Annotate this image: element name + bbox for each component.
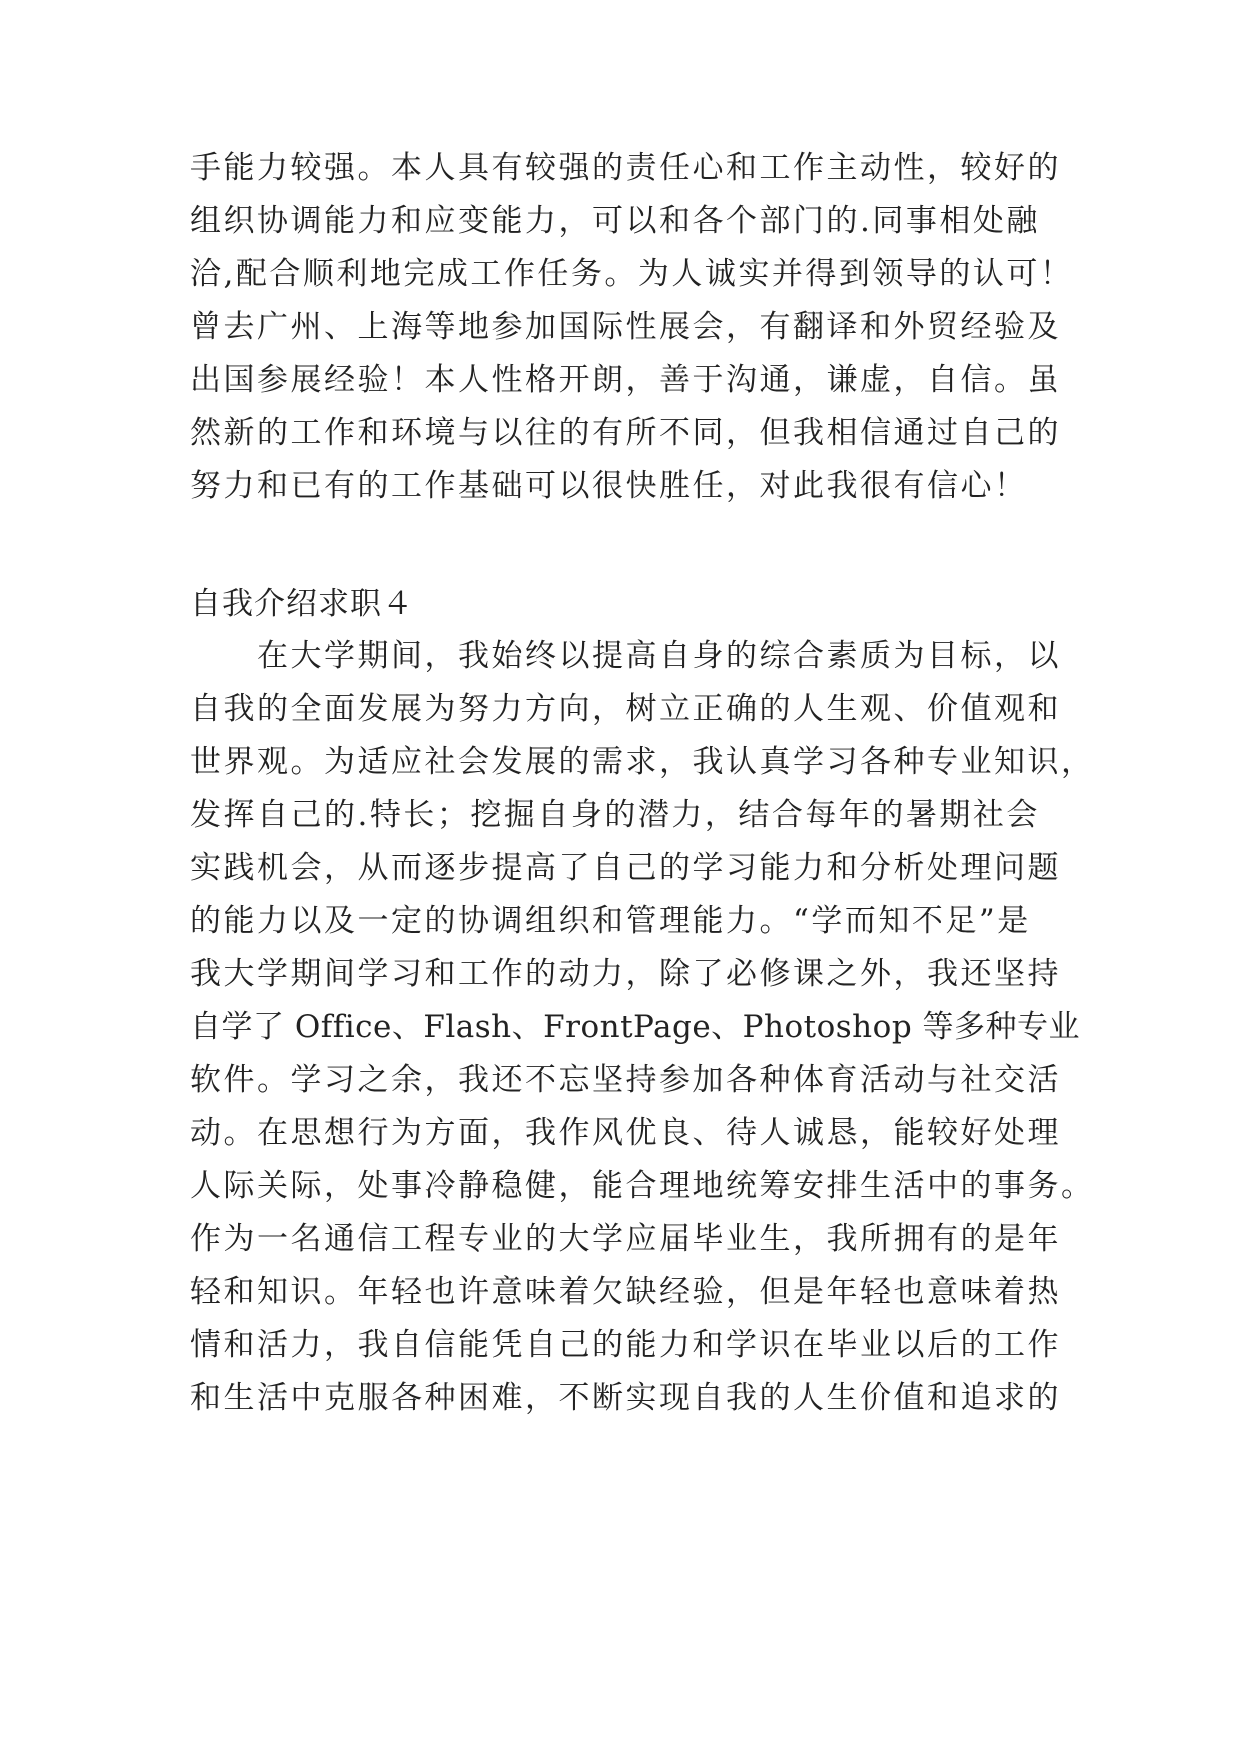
text-line: 人际关际，处事冷静稳健，能合理地统筹安排生活中的事务。 <box>190 1168 1095 1204</box>
text-line: 的能力以及一定的协调组织和管理能力。“学而知不足”是 <box>190 903 1031 939</box>
text-line: 作为一名通信工程专业的大学应届毕业生，我所拥有的是年 <box>190 1221 1061 1257</box>
text-line: 动。在思想行为方面，我作风优良、待人诚恳，能较好处理 <box>190 1115 1061 1151</box>
text-line: 在大学期间，我始终以提高自身的综合素质为目标，以 <box>190 638 1061 674</box>
text-line: 洽,配合顺利地完成工作任务。为人诚实并得到领导的认可！ <box>190 256 1074 292</box>
text-line: 手能力较强。本人具有较强的责任心和工作主动性，较好的 <box>190 150 1061 186</box>
text-line: 情和活力，我自信能凭自己的能力和学识在毕业以后的工作 <box>190 1327 1061 1363</box>
text-line: 实践机会，从而逐步提高了自己的学习能力和分析处理问题 <box>190 850 1061 886</box>
text-line: 然新的工作和环境与以往的有所不同，但我相信通过自己的 <box>190 415 1061 451</box>
text-line: 努力和已有的工作基础可以很快胜任，对此我很有信心！ <box>190 468 1028 504</box>
section-title: 自我介绍求职４ <box>190 586 414 622</box>
text-line: 和生活中克服各种困难，不断实现自我的人生价值和追求的 <box>190 1380 1061 1416</box>
text-line: 出国参展经验！本人性格开朗，善于沟通，谦虚，自信。虽 <box>190 362 1061 398</box>
text-line: 软件。学习之余，我还不忘坚持参加各种体育活动与社交活 <box>190 1062 1061 1098</box>
text-line: 世界观。为适应社会发展的需求，我认真学习各种专业知识， <box>190 744 1095 780</box>
text-line: 轻和知识。年轻也许意味着欠缺经验，但是年轻也意味着热 <box>190 1274 1061 1310</box>
text-line: 我大学期间学习和工作的动力，除了必修课之外，我还坚持 <box>190 956 1061 992</box>
text-line: 自学了 Office、Flash、FrontPage、Photoshop 等多种专业 <box>190 1009 1081 1045</box>
text-line: 自我的全面发展为努力方向，树立正确的人生观、价值观和 <box>190 691 1061 727</box>
text-line: 组织协调能力和应变能力，可以和各个部门的.同事相处融 <box>190 203 1040 239</box>
text-line: 曾去广州、上海等地参加国际性展会，有翻译和外贸经验及 <box>190 309 1061 345</box>
text-line: 发挥自己的.特长；挖掘自身的潜力，结合每年的暑期社会 <box>190 797 1040 833</box>
